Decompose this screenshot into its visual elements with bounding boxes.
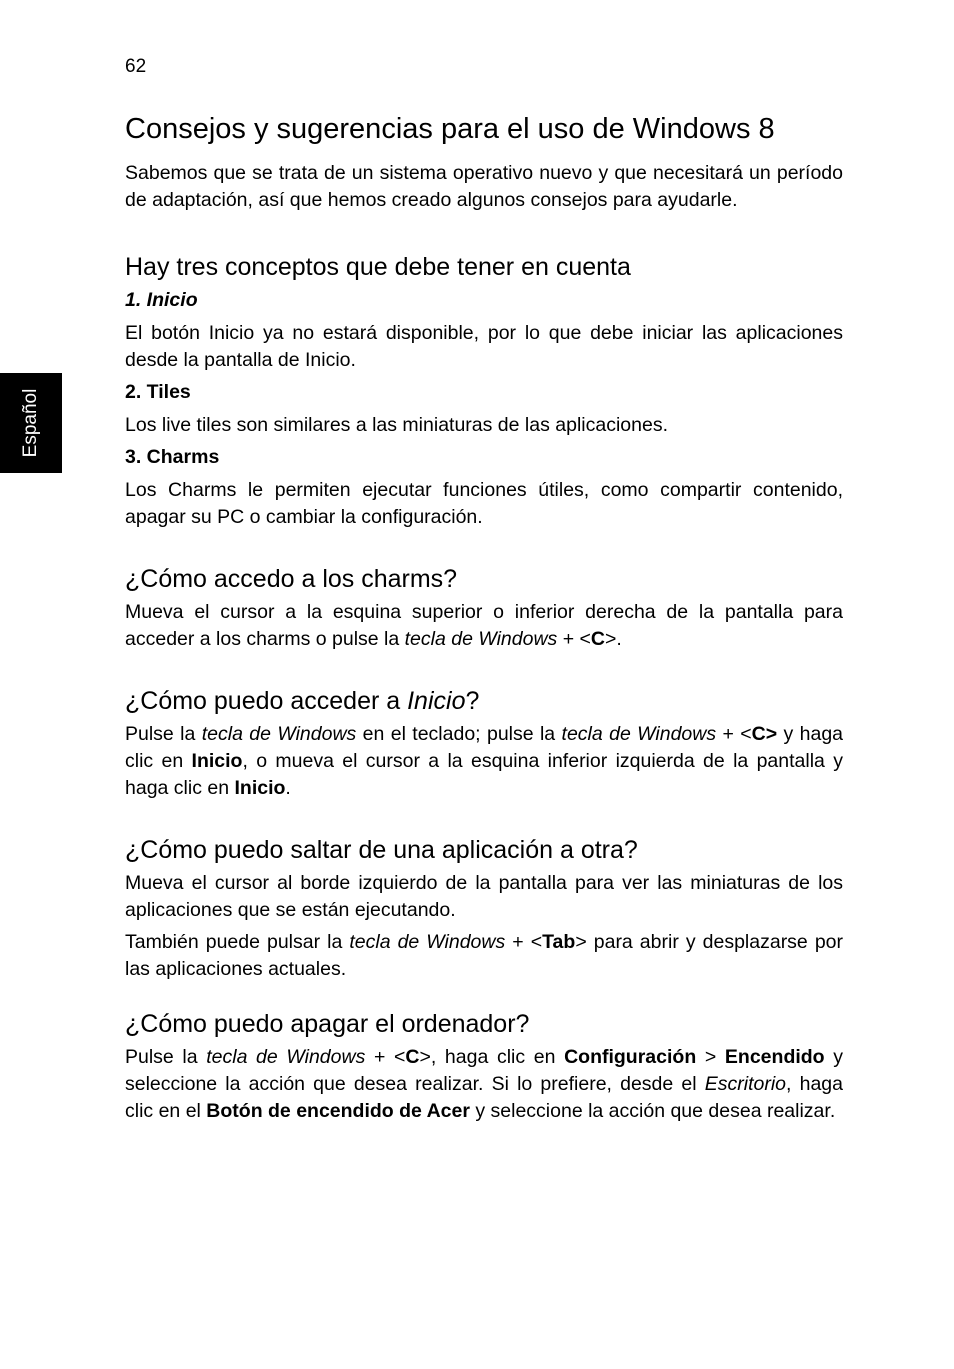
app-switch-heading: ¿Cómo puedo saltar de una aplicación a otra? [125, 835, 638, 864]
inicio-access-heading: ¿Cómo puedo acceder a Inicio? [125, 686, 480, 715]
concept-inicio-label: 1. Inicio [125, 288, 198, 311]
page-title: Consejos y sugerencias para el uso de Windows 8 [125, 113, 775, 145]
concept-tiles-text: Los live tiles son similares a las miniaturas de las aplicaciones. [125, 413, 668, 436]
intro-paragraph: Sabemos que se trata de un sistema operativo nuevo y que necesitará un período de adaptación, así que hemos creado algunos consejos para ayudarle. [125, 161, 843, 211]
language-label: Español [20, 388, 41, 458]
app-switch-text-2: También puede pulsar la tecla de Windows + <Tab> para abrir y desplazarse por las aplicaciones actuales. [125, 930, 843, 980]
concepts-heading: Hay tres conceptos que debe tener en cuenta [125, 252, 631, 281]
concept-charms-text: Los Charms le permiten ejecutar funciones útiles, como compartir contenido, apagar su PC o cambiar la configuración. [125, 478, 843, 528]
language-side-tab [0, 373, 62, 473]
shutdown-heading: ¿Cómo puedo apagar el ordenador? [125, 1009, 530, 1038]
charms-access-text: Mueva el cursor a la esquina superior o inferior derecha de la pantalla para acceder a los charms o pulse la tecla de Windows + <C>. [125, 600, 843, 650]
app-switch-text-1: Mueva el cursor al borde izquierdo de la pantalla para ver las miniaturas de los aplicaciones que se están ejecutando. [125, 871, 843, 921]
concept-inicio-text: El botón Inicio ya no estará disponible, por lo que debe iniciar las aplicaciones desde la pantalla de Inicio. [125, 321, 843, 371]
inicio-access-text: Pulse la tecla de Windows en el teclado; pulse la tecla de Windows + <C> y haga clic en Inicio, o mueva el cursor a la esquina inferior izquierda de la pantalla y haga clic en Inicio. [125, 722, 844, 799]
concept-tiles-label: 2. Tiles [125, 380, 191, 403]
page-content [125, 112, 843, 1130]
shutdown-text: Pulse la tecla de Windows + <C>, haga clic en Configuración > Encendido y seleccione la acción que desea realizar. Si lo prefiere, desde el Escritorio, haga clic en el Botón de encendido de Acer y seleccione la acción que desea realizar. [125, 1045, 843, 1122]
charms-access-heading: ¿Cómo accedo a los charms? [125, 564, 458, 593]
concept-charms-label: 3. Charms [125, 445, 220, 468]
page-number: 62 [125, 56, 147, 77]
